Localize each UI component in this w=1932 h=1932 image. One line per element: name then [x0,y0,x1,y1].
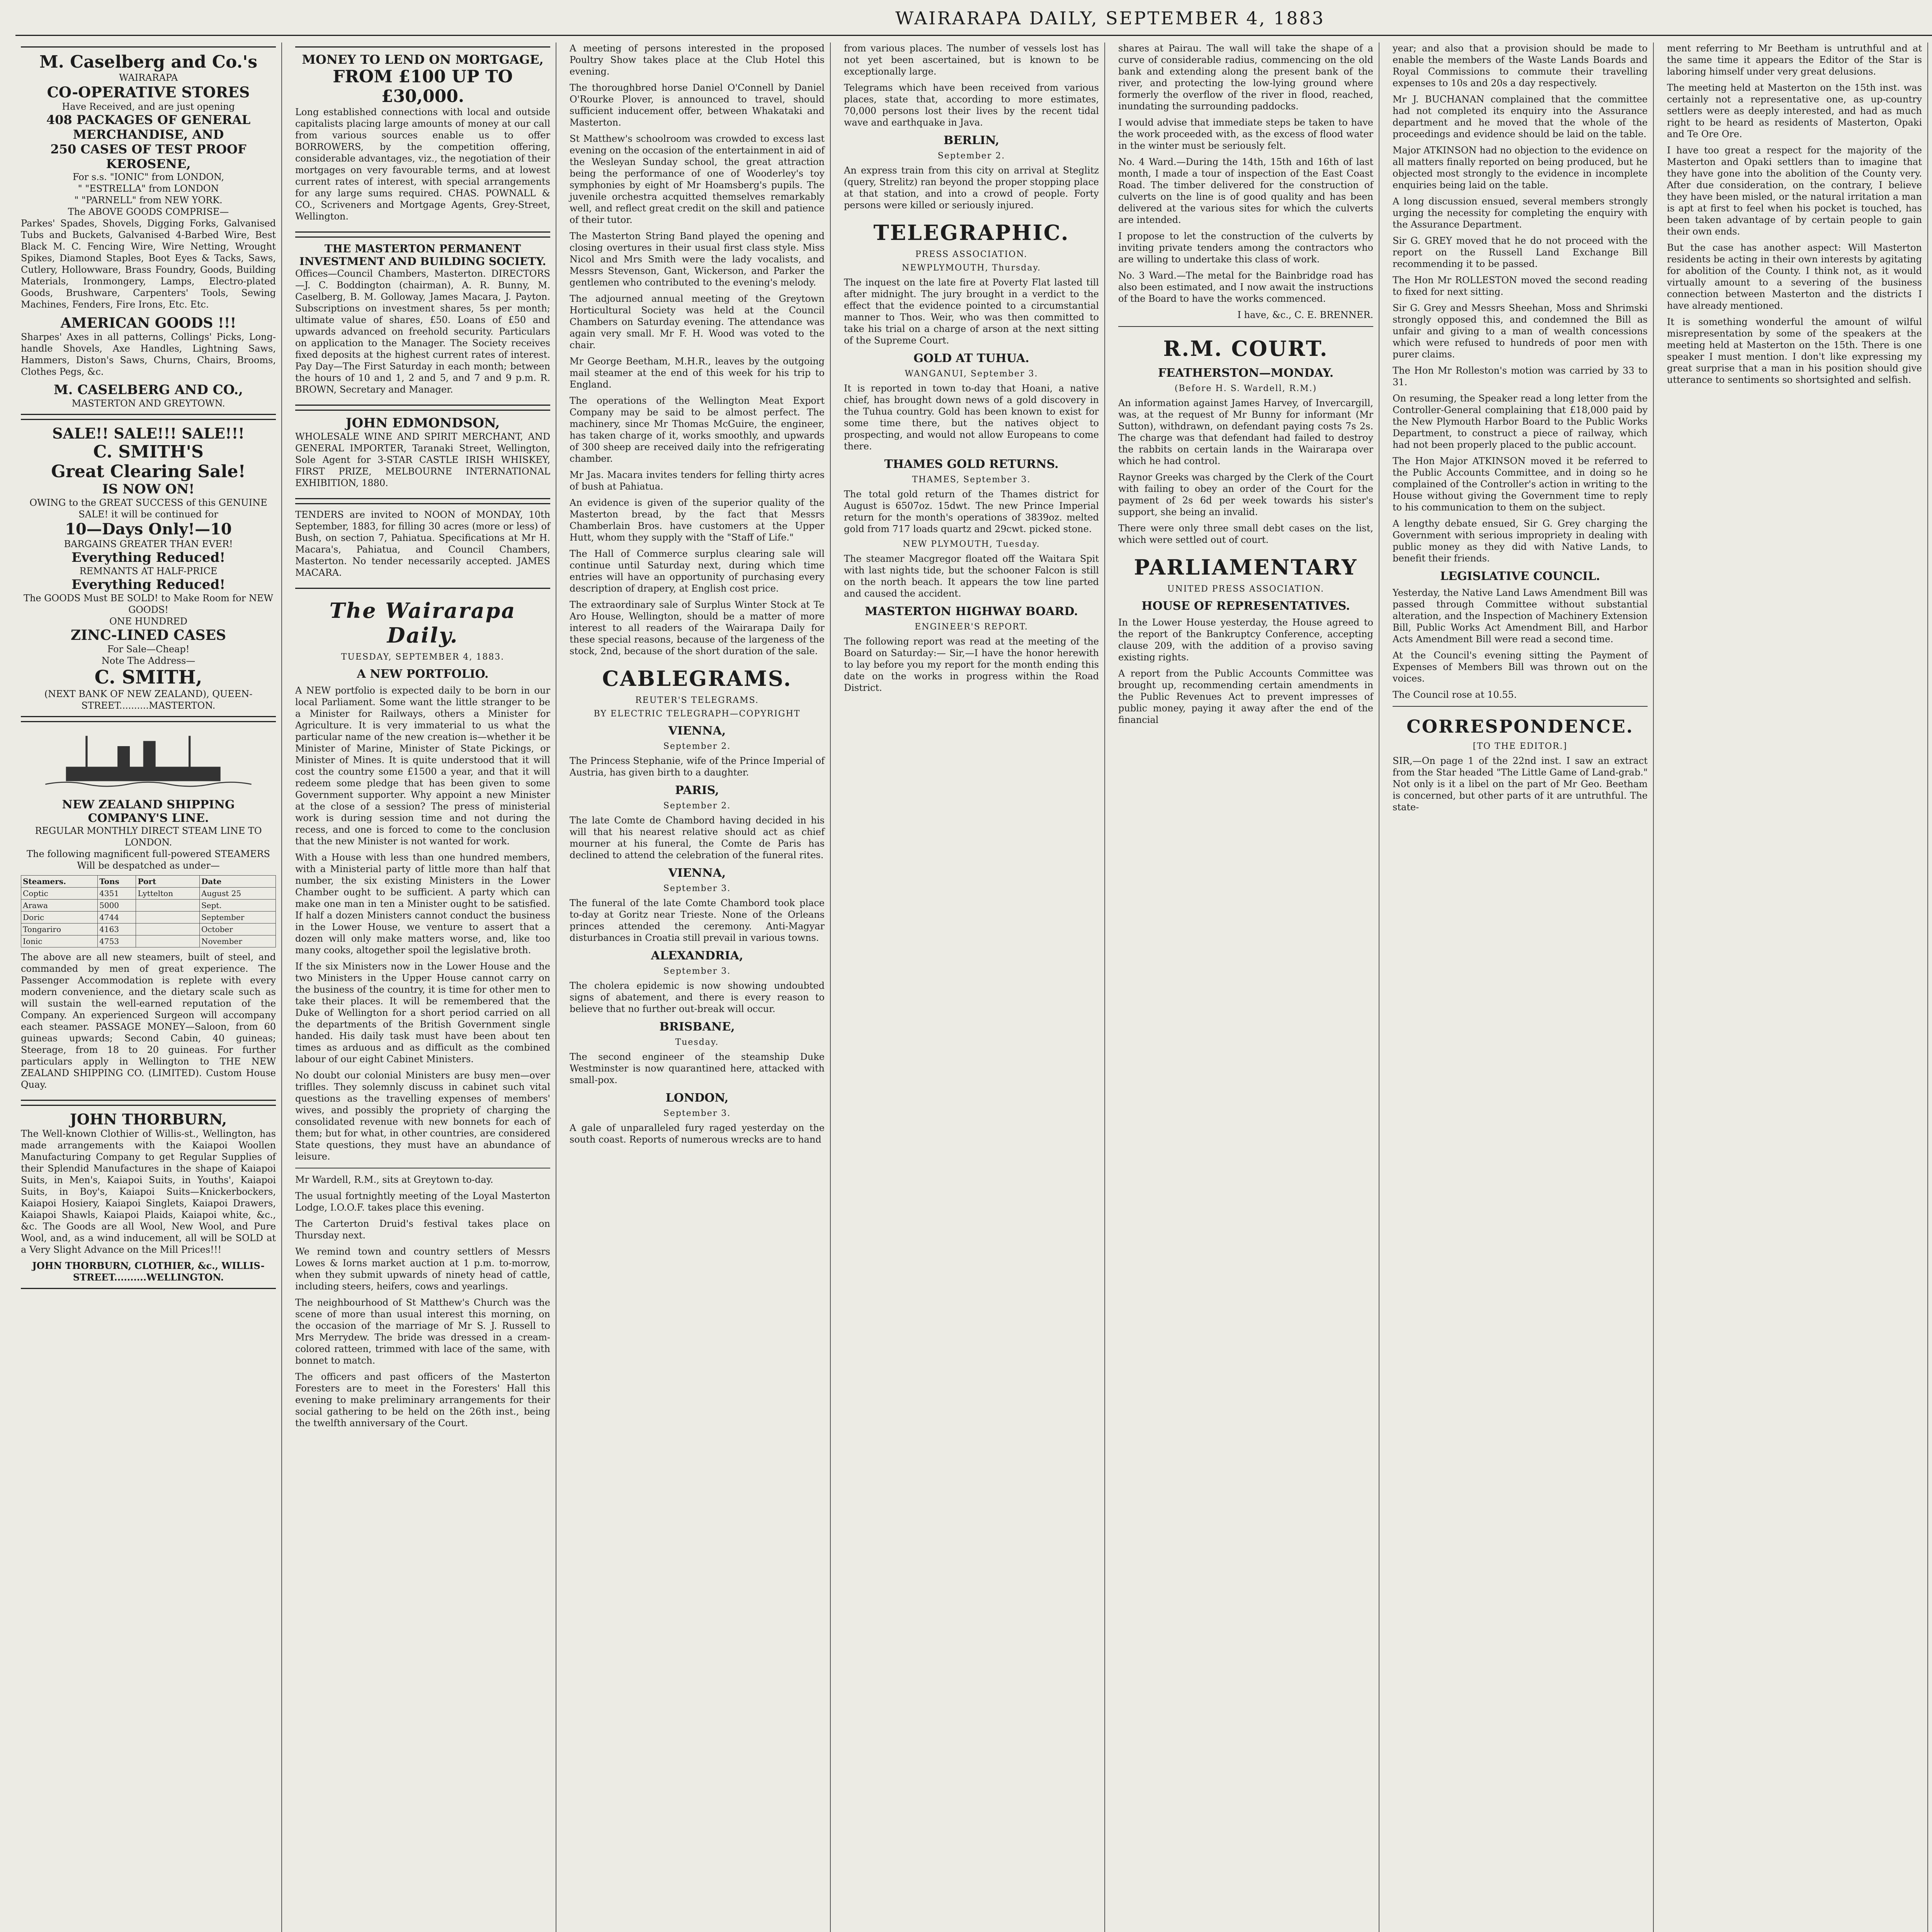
caselberg-ad-line: " "ESTRELLA" from LONDON [78,183,219,194]
column-3 [564,43,831,1932]
cable-date: September 2. [663,801,731,811]
edmondson-ad [295,410,550,499]
caselberg-ad-line: 250 CASES OF TEST PROOF KEROSENE, [50,142,247,171]
cable-place: LONDON, [665,1091,729,1105]
smith-ad-line: ONE HUNDRED [109,616,188,627]
table-cell [136,900,199,912]
caselberg-ad-title: M. Caselberg and Co.'s [39,52,258,72]
telegram-text: The following report was read at the meeting of the Board on Saturday:— Sir,—I have the honor herewith to lay before you my report for the month ending this date on the works in progress within the Road District. [844,636,1099,693]
table-cell: 5000 [98,900,136,912]
local-news-item: The officers and past officers of the Masterton Foresters are to meet in the Foresters' Hall this evening to make preliminary arrangements for their social gathering to be held on the 26th inst., being the twelfth anniversary of the Court. [295,1371,550,1429]
caselberg-ad-line: Have Received, and are just opening [62,101,235,112]
newspaper-page [15,8,1932,1932]
caselberg-ad-line: 408 PACKAGES OF GENERAL MERCHANDISE, AND [46,112,251,142]
smith-ad-line: Everything Reduced! [71,550,226,565]
telegram-text: The total gold return of the Thames district for August is 6507oz. 15dwt. The new Prince Imperial return for the month's operations of 3839oz. melted gold from 717 loads quartz and 29cwt. picked stone. [844,489,1099,534]
cablegrams-credit: BY ELECTRIC TELEGRAPH—COPYRIGHT [594,709,801,719]
column-7 [1662,43,1928,1932]
telegram-text: It is reported in town to-day that Hoani, a native chief, has brought down news of a gold discovery in the Tuhua country. Gold has been known to exist for some time there, but the natives object to prospecting, and would not allow Europeans to come there. [844,383,1099,452]
cablegrams-sub: REUTER'S TELEGRAMS. [635,696,759,705]
table-cell [136,912,199,923]
caselberg-ad-footer: M. CASELBERG AND CO., [53,382,243,398]
court-paragraph: An information against James Harvey, of Invercargill, was, at the request of Mr Bunny for informant (Mr Sutton), withdrawn, on defendant paying costs 7s 2s. The charge was that defendant had failed to destroy the rabbits on certain lands in the Wairarapa over which he had control. [1118,398,1373,466]
cable-text: from various places. The number of vessels lost has not yet been ascertained, but is known to be exceptionally large. [844,43,1099,77]
money-lend-amount: FROM £100 UP TO £30,000. [333,67,513,106]
article-paragraph: No doubt our colonial Ministers are busy men—over triflles. They solemnly discuss in cabinet such vital questions as the travelling expenses of members' wives, and possibly the propriety of charging the consolidated revenue with new bonnets for each of them; but for what, in other countries, are considered State questions, they must have an abundance of leisure. [295,1070,550,1162]
telegraphic-heading: TELEGRAPHIC. [873,220,1070,245]
table-cell: Arawa [21,900,98,912]
smith-ad-now: IS NOW ON! [102,481,195,497]
telegram-text: The inquest on the late fire at Poverty Flat lasted till after midnight. The jury brought in a verdict to the effect that the evidence pointed to a circumstantial manner to Thos. Weir, who was then committed to take his trial on a charge of arson at the next sitting of the Supreme Court. [844,277,1099,346]
telegram-headline: GOLD AT TUHUA. [913,352,1029,365]
shipping-ad-body: The above are all new steamers, built of steel, and commanded by men of great experience. The Passenger Accommodation is replete with every modern convenience, and the dietary scale such as will sustain the well-earned reputation of the Company. An experienced Surgeon will accompany each steamer. PASSAGE MONEY—Saloon, from 60 guineas upwards; Second Cabin, 40 guineas; Steerage, from 18 to 20 guineas. For further particulars apply in Wellington to THE NEW ZEALAND SHIPPING CO. (LIMITED). Custom House Quay. [21,952,276,1090]
letter-paragraph: The meeting held at Masterton on the 15th inst. was certainly not a representative one, as up-country settlers were as deeply interested, and had as much right to be heard as residents of Masterton, Opaki and Te Ore Ore. [1667,82,1922,139]
telegram-place: NEW PLYMOUTH, Tuesday. [903,539,1040,549]
cable-text: Telegrams which have been received from various places, state that, according to more estimates, 70,000 persons lost their lives by the recent tidal wave and earthquake in Java. [844,82,1099,128]
table-cell: Lyttelton [136,888,199,900]
parliament-paragraph: The Hon Mr ROLLESTON moved the second reading to fixed for next sitting. [1393,275,1648,297]
article-paragraph: A NEW portfolio is expected daily to be born in our local Parliament. Some want the little stranger to be a Minister for Railways, others a Minister for Agriculture. It is very immaterial to us what the particular name of the new creation is—whether it be Minister of Marine, Minister of State Pickings, or Minister of Mines. It is quite understood that it will cost the country some £1500 a year, and that it will redeem some pledge that has been given to some Government supporter. Why appoint a new Minister at the close of a session? The press of ministerial work is during session time and not during the recess, and one is forced to come to the conclusion that the new Minister is not wanted for work. [295,685,550,847]
tenders-body: TENDERS are invited to NOON of MONDAY, 10th September, 1883, for filling 30 acres (more or less) of Bush, on section 7, Pahiatua. Specifications at Mr H. Macara's, Pahiatua, and Council Chambers, Masterton. No tender necessarily accepted. JAMES MACARA. [295,509,550,578]
table-cell: 4351 [98,888,136,900]
column-1 [15,43,282,1932]
article-paragraph: With a House with less than one hundred members, with a Ministerial party of little more than half that number, the six existing Ministers in the Lower Chamber ought to be sufficient. A party which can make one man in ten a Minister ought to be satisfied. If half a dozen Ministers cannot conduct the business in the Lower House, we venture to assert that a dozen will only make matters worse, and, like too many cooks, altogether spoil the legislative broth. [295,852,550,956]
parliament-paragraph: A lengthy debate ensued, Sir G. Grey charging the Government with serious impropriety in dealing with public money as they did with Native Lands, to benefit their friends. [1393,518,1648,564]
table-cell: 4163 [98,923,136,935]
cablegrams-heading: CABLEGRAMS. [602,666,792,691]
local-news-item: A meeting of persons interested in the proposed Poultry Show takes place at the Club Hotel this evening. [570,43,825,77]
cable-place: VIENNA, [668,724,726,738]
money-lend-title: MONEY TO LEND ON MORTGAGE, [302,52,544,67]
telegram-text: The steamer Macgregor floated off the Waitara Spit with last nights tide, but the schooner Falcon is still on the north beach. It appears the tow line parted and caused the accident. [844,553,1099,599]
council-paragraph: Yesterday, the Native Land Laws Amendment Bill was passed through Committee without substantial alteration, and the Inspection of Machinery Extension Bill, Public Works Act Amendment Bill, and Harbor Acts Amendment Bill were read a second time. [1393,587,1648,645]
cable-text: The cholera epidemic is now showing undoubted signs of abatement, and there is every reason to believe that no further out-break will occur. [570,980,825,1014]
parliament-paragraph: In the Lower House yesterday, the House agreed to the report of the Bankruptcy Conference, accepting clause 209, with the addition of a proviso saving existing rights. [1118,617,1373,663]
local-news-item: The Masterton String Band played the opening and closing overtures in their usual first class style. Miss Nicol and Mrs Smith were the lady vocalists, and Messrs Stevenson, Gant, Wickerson, and Parker the gentlemen who contributed to the evening's melody. [570,231,825,288]
table-cell: August 25 [199,888,276,900]
parliament-paragraph: The Hon Mr Rolleston's motion was carried by 33 to 31. [1393,365,1648,388]
local-news-item: The neighbourhood of St Matthew's Church was the scene of more than usual interest this morning, on the occasion of the marriage of Mr S. J. Russell to Mrs Merrydew. The bride was dressed in a cream-colored ratteen, trimmed with lace of the same, with bonnet to match. [295,1297,550,1366]
telegram-place: THAMES, September 3. [912,475,1031,485]
table-row [21,888,276,900]
thorburn-ad-body: The Well-known Clothier of Willis-st., Wellington, has made arrangements with the Kaiapoi Woollen Manufacturing Company to get Regular Supplies of their Splendid Manufactures in the shape of Kaiapoi Suits, in Men's, Kaiapoi Suits, in Youths', Kaiapoi Suits, in Boy's, Kaiapoi Suits—Knickerbockers, Kaiapoi Hosiery, Kaiapoi Singlets, Kaiapoi Drawers, Kaiapoi Shawls, Kaiapoi Plaids, Kaiapoi white, &c., &c. The Goods are all Wool, New Wool, and Pure Wool, and, as a wind inducement, all will be SOLD at a Very Slight Advance on the Mill Prices!!! [21,1128,276,1255]
parliament-paragraph: Mr J. BUCHANAN complained that the committee had not completed its enquiry into the Assurance department and he moved that the whole of the proceedings and evidence should be laid on the table. [1393,94,1648,139]
cable-date: September 2. [663,742,731,751]
edmondson-title: JOHN EDMONDSON, [345,415,500,431]
report-paragraph: shares at Pairau. The wall will take the shape of a curve of considerable radius, commencing on the old bank and extending along the present bank of the river, and protecting the low-lying ground where formerly the overflow of the river in flood, reached, inundating the surrounding paddocks. [1118,43,1373,112]
column-2 [290,43,556,1932]
smith-sale-ad [21,419,276,717]
telegram-place: NEWPLYMOUTH, Thursday. [902,263,1041,273]
caselberg-ad-line: " "PARNELL" from NEW YORK. [74,195,223,206]
money-lend-body: Long established connections with local and outside capitalists placing large amounts of money at our call from various sources enable us to offer BORROWERS, by the competition offering, considerable advantages, viz., the negotiation of their mortgages on very favourable terms, and at lowest current rates of interest, with special arrangements for any large sums required. CHAS. POWNALL & CO., Scriveners and Mortgage Agents, Grey-Street, Wellington. [295,107,550,222]
rm-court-sub: FEATHERSTON—MONDAY. [1158,366,1334,380]
divider [1393,706,1648,707]
court-paragraph: There were only three small debt cases on the list, which were settled out of court. [1118,523,1373,545]
table-row [21,923,276,935]
parliament-paragraph: year; and also that a provision should be made to enable the members of the Waste Lands Boards and Royal Commissions to commute their travelling expenses to 10s and 20s a day respectively. [1393,43,1648,88]
cable-date: September 3. [663,1109,731,1118]
report-paragraph: No. 3 Ward.—The metal for the Bainbridge road has also been estimated, and I now await the instructions of the Board to have the works commenced. [1118,270,1373,304]
report-signature: I have, &c., C. E. BRENNER. [1237,310,1373,320]
cable-date: September 3. [663,966,731,976]
smith-ad-line: For Sale—Cheap! [107,644,190,655]
table-cell: September [199,912,276,923]
column-4 [838,43,1105,1932]
report-paragraph: No. 4 Ward.—During the 14th, 15th and 16th of last month, I made a tour of inspection of the East Coast Road. The timber delivered for the construction of culverts on the line is of good quality and has been delivered at the various sites for which the culverts are intended. [1118,156,1373,225]
local-news-item: The adjourned annual meeting of the Greytown Horticultural Society was held at the Council Chambers on Saturday evening. The attendance was again very small. Mr F. H. Wood was voted to the chair. [570,293,825,350]
smith-ad-line: The GOODS Must BE SOLD! to Make Room for NEW GOODS! [23,593,274,615]
telegraphic-sub: PRESS ASSOCIATION. [915,250,1028,259]
caselberg-ad-line: For s.s. "IONIC" from LONDON, [73,172,224,182]
shipping-ad-sub: REGULAR MONTHLY DIRECT STEAM LINE TO LONDON. [35,825,262,848]
council-paragraph: The Council rose at 10.55. [1393,689,1517,700]
steamer-table-header: Port [136,876,199,888]
article-headline: A NEW PORTFOLIO. [357,667,489,681]
edmondson-body: WHOLESALE WINE AND SPIRIT MERCHANT, AND GENERAL IMPORTER, Taranaki Street, Wellington, Sole Agent for 3-STAR CASTLE IRISH WHISKEY, FIRST PRIZE, MELBOURNE INTERNATIONAL EXHIBITION, 1880. [295,431,550,488]
shipping-ad [21,721,276,1101]
american-goods-heading: AMERICAN GOODS !!! [60,315,236,331]
building-society-ad [295,236,550,406]
tenders-ad [295,503,550,589]
smith-ad-line: ZINC-LINED CASES [71,627,226,643]
smith-ad-line: BARGAINS GREATER THAN EVER! [64,539,233,549]
shipping-ad-lines: The following magnificent full-powered STEAMERS Will be despatched as under— [27,849,270,871]
telegram-headline: MASTERTON HIGHWAY BOARD. [865,605,1078,618]
divider [1118,326,1373,327]
caselberg-ad-footer2: MASTERTON AND GREYTOWN. [71,398,225,409]
table-cell: Doric [21,912,98,923]
building-society-title: THE MASTERTON PERMANENT INVESTMENT AND BUILDING SOCIETY. [299,242,546,268]
steamer-table-header: Tons [98,876,136,888]
steamship-illustration [21,731,276,793]
cable-text: An express train from this city on arrival at Steglitz (query, Strelitz) ran beyond the proper stopping place at that station, and into a crowd of people. Forty persons were killed or seriously injured. [844,165,1099,211]
table-cell: 4744 [98,912,136,923]
table-cell: Coptic [21,888,98,900]
parliament-paragraph: On resuming, the Speaker read a long letter from the Controller-General complaining that £18,000 paid by the New Plymouth Harbor Board to the Public Works Department, to construct a piece of railway, which had not been properly placed to the public account. [1393,393,1648,450]
table-cell: 4753 [98,935,136,947]
shipping-ad-title: NEW ZEALAND SHIPPING COMPANY'S LINE. [62,798,235,825]
cable-text: The funeral of the late Comte Chambord took place to-day at Goritz near Trieste. None of the Orleans princes attended the ceremony. Anti-Magyar disturbances in Croatia still prevail in various towns. [570,898,825,943]
letter-paragraph: I have too great a respect for the majority of the Masterton and Opaki settlers than to imagine that they have gone into the abolition of the County very. After due consideration, on the contrary, I believe they have been misled, or the natural irritation a man is apt at first to feel when his pocket is touched, has been taken advantage of by certain people to gain their own ends. [1667,145,1922,237]
smith-ad-sub: Great Clearing Sale! [51,462,246,481]
local-news-item: Mr Jas. Macara invites tenders for felling thirty acres of bush at Pahiatua. [570,469,825,492]
cable-place: PARIS, [675,784,719,797]
smith-ad-line: Note The Address— [101,655,196,666]
parliament-paragraph: The Hon Major ATKINSON moved it be referred to the Public Accounts Committee, and in doing so he complained of the Controller's action in writing to the House without giving the Government time to reply to his communication to them on the subject. [1393,456,1648,513]
table-cell [136,935,199,947]
table-row [21,900,276,912]
smith-ad-line: OWING to the GREAT SUCCESS of this GENUINE SALE! it will be continued for [29,497,267,520]
thorburn-ad [21,1105,276,1289]
council-paragraph: At the Council's evening sitting the Payment of Expenses of Members Bill was thrown out on the voices. [1393,650,1648,684]
smith-ad-line: 10—Days Only!—10 [65,520,232,538]
sale-banner: SALE!! SALE!!! SALE!!! [52,425,245,442]
local-news-item: Mr Wardell, R.M., sits at Greytown to-day. [295,1174,493,1185]
table-cell: Tongariro [21,923,98,935]
local-news-item: The operations of the Wellington Meat Export Company may be said to be almost perfect. The machinery, since Mr Thomas McGuire, the engineer, has taken charge of it, works smoothly, and upwards of 300 sheep are received daily into the refrigerating chamber. [570,395,825,464]
local-news-item: The usual fortnightly meeting of the Loyal Masterton Lodge, I.O.O.F. takes place this evening. [295,1190,550,1213]
cable-text: The second engineer of the steamship Duke Westminster is now quarantined here, attacked with small-pox. [570,1051,825,1085]
money-lend-ad [295,46,550,233]
column-5 [1113,43,1379,1932]
cable-text: A gale of unparalleled fury raged yesterday on the south coast. Reports of numerous wrecks are to hand [570,1122,825,1145]
smith-ad-line: Everything Reduced! [71,577,226,592]
rm-court-heading: R.M. COURT. [1163,336,1328,361]
caselberg-ad-stores: CO-OPERATIVE STORES [47,83,250,101]
cable-place: BERLIN, [943,134,1000,147]
table-row [21,935,276,947]
parliament-paragraph: A long discussion ensued, several members strongly urging the necessity for completing the enquiry with the Assurance Department. [1393,196,1648,230]
table-row [21,912,276,923]
letter-paragraph: ment referring to Mr Beetham is untruthful and at the same time it appears the Editor of the Star is laboring himself under very great delusions. [1667,43,1922,77]
smith-ad-footer: C. SMITH, [94,667,202,688]
legislative-council-heading: LEGISLATIVE COUNCIL. [1440,570,1600,583]
report-paragraph: I would advise that immediate steps be taken to have the work proceeded with, as the excess of flood water in the winter must be seriously felt. [1118,117,1373,151]
cable-date: September 3. [663,884,731,893]
table-cell: Sept. [199,900,276,912]
caselberg-ad-body: Parkes' Spades, Shovels, Digging Forks, Galvanised Tubs and Buckets, Galvanised 4-Barbed Wire, Best Black M. C. Fencing Wire, Wire Netting, Wrought Spikes, Diamond Staples, Boot Eyes & Tacks, Saws, Cutlery, Hollowware, Brass Foundry, Goods, Building Materials, Ironmongery, Lamps, Electro-plated Goods, Brushware, Carpenters' Tools, Sewing Machines, Fenders, Fire Irons, Etc. Etc. [21,218,276,310]
court-paragraph: Raynor Greeks was charged by the Clerk of the Court with failing to obey an order of the Court for the payment of 2s 6d per week towards his sister's support, she being an invalid. [1118,472,1373,517]
column-6 [1387,43,1654,1932]
local-news-item: The Carterton Druid's festival takes place on Thursday next. [295,1218,550,1241]
parliamentary-sub: UNITED PRESS ASSOCIATION. [1167,584,1325,594]
telegram-headline: THAMES GOLD RETURNS. [884,457,1059,471]
paper-date: TUESDAY, SEPTEMBER 4, 1883. [341,652,505,662]
steamer-table-header: Date [199,876,276,888]
thorburn-ad-footer: JOHN THORBURN, CLOTHIER, &c., WILLIS-STREET..........WELLINGTON. [32,1260,265,1283]
local-news-item: The extraordinary sale of Surplus Winter Stock at Te Aro House, Wellington, should be a matter of more interest to all readers of the Wairarapa Daily for these special reasons, because of the largeness of the stock, 2nd, because of the short duration of the sale. [570,599,825,656]
caselberg-ad-sub: WAIRARAPA [119,72,178,83]
letter-paragraph: SIR,—On page 1 of the 22nd inst. I saw an extract from the Star headed "The Little Game of Land-grab." Not only is it a libel on the part of Mr Geo. Beetham is concerned, but other parts of it are untruthful. The state- [1393,755,1648,813]
masthead: WAIRARAPA DAILY, SEPTEMBER 4, 1883 [15,8,1932,36]
parliamentary-heading: PARLIAMENTARY [1134,555,1358,580]
caselberg-ad [21,46,276,415]
correspondence-heading: CORRESPONDENCE. [1406,716,1634,737]
correspondence-sub: [TO THE EDITOR.] [1473,742,1568,751]
table-cell: Ionic [21,935,98,947]
local-news-item: The Hall of Commerce surplus clearing sale will continue until Saturday next, during which time entries will have an opportunity of purchasing every description of drapery, at English cost price. [570,548,825,594]
cable-place: BRISBANE, [659,1020,735,1034]
thorburn-ad-title: JOHN THORBURN, [70,1111,227,1128]
article-paragraph: If the six Ministers now in the Lower House and the two Ministers in the Upper House cannot carry on the business of the country, it is time for other men to take their places. It will be remembered that the Duke of Wellington for a short period carried on all the departments of the British Government single handed. His daily task must have been about ten times as arduous and as difficult as the combined labour of our eight Cabinet Ministers. [295,961,550,1065]
letter-paragraph: It is something wonderful the amount of wilful misrepresentation by some of the speakers at the meeting held at Masterton on the 15th. There is one speaker I must mention. I don't like expressing my great surprise that a man in his position should give utterance to sentiments so shortsighted and selfish. [1667,316,1922,385]
cable-text: The late Comte de Chambord having decided in his will that his nearest relative should act as chief mourner at his funeral, the Comte de Paris has declined to attend the celebration of the funeral rites. [570,815,825,861]
local-news-item: An evidence is given of the superior quality of the Masterton bread, by the fact that Messrs Chamberlain Bros. have customers at the Upper Hutt, whom they supply with the "Staff of Life." [570,497,825,543]
caselberg-ad-line: The ABOVE GOODS COMPRISE— [68,206,229,217]
american-goods-body: Sharpes' Axes in all patterns, Collings' Picks, Long-handle Shovels, Axe Handles, Lightning Saws, Hammers, Diston's Saws, Churns, Chairs, Brooms, Clothes Pegs, &c. [21,332,276,377]
letter-paragraph: But the case has another aspect: Will Masterton residents be acting in their own interests by agitating for abolition of the County. I think not, as it would virtually amount to a severing of the business connection between Masterton and the districts I have already mentioned. [1667,242,1922,311]
cable-place: VIENNA, [668,866,726,880]
parliament-paragraph: A report from the Public Accounts Committee was brought up, recommending certain amendments in the Public Revenues Act to prevent impresses of public money, paying it away after the end of the financial [1118,668,1373,725]
parliament-paragraph: Major ATKINSON had no objection to the evidence on all matters finally reported on being produced, but he objected most strongly to the evidence in incomplete enquiries being laid on the table. [1393,145,1648,190]
local-news-item: We remind town and country settlers of Messrs Lowes & Iorns market auction at 1 p.m. to-morrow, when they submit upwards of ninety head of cattle, including steers, heifers, cows and yearlings. [295,1246,550,1292]
smith-ad-title: C. SMITH'S [93,442,204,462]
cable-date: September 2. [937,151,1005,161]
paper-title: The Wairarapa Daily. [329,598,516,648]
smith-ad-footer2: (NEXT BANK OF NEW ZEALAND), QUEEN-STREET..........MASTERTON. [44,689,253,711]
local-news-item: Mr George Beetham, M.H.R., leaves by the outgoing mail steamer at the end of this week for his trip to England. [570,356,825,390]
steamer-table-header: Steamers. [21,876,98,888]
table-cell: October [199,923,276,935]
table-cell [136,923,199,935]
report-paragraph: I propose to let the construction of the culverts by inviting private tenders among the contractors who are willing to undertake this class of work. [1118,231,1373,265]
cable-place: ALEXANDRIA, [651,949,743,963]
cable-date: Tuesday. [675,1037,719,1047]
smith-ad-line: REMNANTS AT HALF-PRICE [79,566,218,577]
steamer-table [21,875,276,947]
cable-text: The Princess Stephanie, wife of the Prince Imperial of Austria, has given birth to a daughter. [570,755,825,778]
building-society-body: Offices—Council Chambers, Masterton. DIRECTORS—J. C. Boddington (chairman), A. R. Bunny, M. Caselberg, B. M. Golloway, James Macara, J. Payton. Subscriptions on investment shares, 5s per month; ultimate value of shares, £50. Loans of £50 and upwards advanced on freehold security. Particulars on application to the Manager. The Society receives fixed deposits at the highest current rates of interest. Pay Day—The First Saturday in each month; between the hours of 10 and 1, 2 and 5, and 7 and 9 p.m. R. BROWN, Secretary and Manager. [295,268,550,395]
local-news-item: The thoroughbred horse Daniel O'Connell by Daniel O'Rourke Plover, is announced to travel, should sufficient inducement offer, between Whakataki and Masterton. [570,82,825,128]
parliament-paragraph: Sir G. GREY moved that he do not proceed with the report on the Russell Land Exchange Bill recommending it to be passed. [1393,235,1648,269]
table-cell: November [199,935,276,947]
house-heading: HOUSE OF REPRESENTATIVES. [1141,599,1350,613]
rm-court-before: (Before H. S. Wardell, R.M.) [1174,384,1317,393]
telegram-place: WANGANUI, September 3. [905,369,1038,379]
parliament-paragraph: Sir G. Grey and Messrs Sheehan, Moss and Shrimski strongly opposed this, and condemned the Bill as unfair and giving to a man of wealth concessions which were refused to hundreds of poor men with purer claims. [1393,303,1648,360]
telegram-place: ENGINEER'S REPORT. [915,622,1028,632]
local-news-item: St Matthew's schoolroom was crowded to excess last evening on the occasion of the entertainment in aid of the Wesleyan Sunday school, the great attraction being the performance of one of Wooderley's toy symphonies by eight of Mr Hoamsberg's pupils. The juvenile orchestra acquitted themselves remarkably well, and reflect great credit on the skill and patience of their tutor. [570,133,825,225]
